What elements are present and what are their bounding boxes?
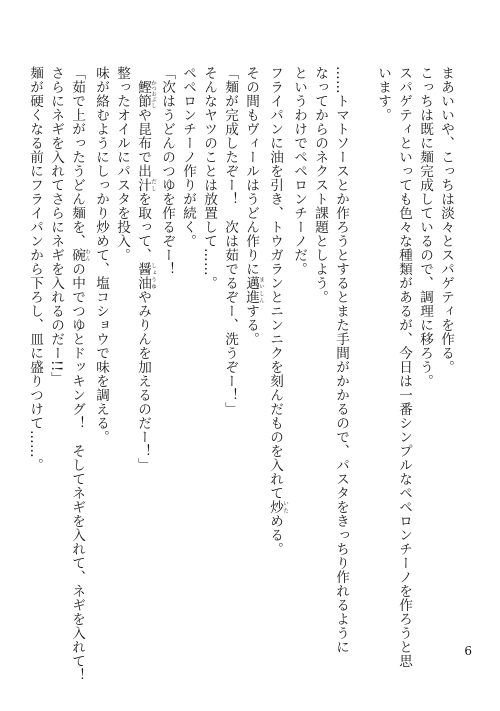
ruby-base: 鰹節: [135, 80, 151, 108]
ruby-reading: だし: [150, 178, 156, 192]
ruby-word: [243, 290, 264, 304]
ruby-reading: まい: [258, 276, 264, 290]
ruby-word: [135, 80, 156, 108]
text-segment: やみりんを加えるのだー！」: [135, 290, 151, 472]
text-line: います。: [375, 66, 391, 122]
text-segment: 「茹で上がったうどん麺を、: [69, 66, 85, 248]
text-line: そんなヤツのことは放置して……。: [201, 66, 217, 290]
ruby-base: 邁: [243, 276, 259, 290]
text-line: 整ったオイルにパスタを投入。: [114, 66, 130, 262]
text-segment: フライパンに油を引き、トウガランとニンニクを刻んだものを入れて: [267, 66, 283, 500]
text-segment: [135, 66, 151, 80]
text-line: 「麺が完成したぞー！ 次は茹でるぞー、洗うぞー！」: [222, 66, 238, 416]
text-line: [240, 66, 264, 656]
ruby-word: [135, 178, 156, 192]
text-line: 「次はうどんのつゆを作るぞー！: [159, 66, 175, 276]
text-line: 味が絡むようにしっかり炒めて、塩コショウで味を調える。: [93, 66, 109, 444]
text-segment: の中でつゆとドッキング！ そしてネギを入れて、ネギを入れて！: [69, 262, 85, 682]
text-segment: を取って、: [135, 192, 151, 262]
ruby-base: 進: [243, 290, 259, 304]
ruby-word: [243, 276, 264, 290]
text-line: ペペロンチーノ作りが続く。: [180, 66, 196, 248]
blank-line: [351, 66, 372, 656]
ruby-reading: しょうゆ: [150, 262, 156, 290]
text-line: スパゲティといっても色々な種類があるが、今日は一番シンプルなペペロンチーノを作ろうと思: [396, 66, 412, 668]
text-line: さらにネギを入れてさらにネギを入れるのだー!!」: [48, 66, 64, 386]
text-segment: める。: [267, 514, 283, 556]
ruby-reading: いた: [282, 500, 288, 514]
ruby-reading: わん: [84, 248, 90, 262]
ruby-word: [69, 248, 90, 262]
text-segment: する。: [243, 304, 259, 346]
text-line: [264, 66, 288, 656]
ruby-base: 炒: [267, 500, 283, 514]
ruby-reading: かつおぶし: [150, 80, 156, 108]
text-line: まあいいや、こっちは淡々とスパゲティを作る。: [438, 66, 454, 374]
ruby-word: [135, 262, 156, 290]
text-line: というわけでペペロンチーノだ。: [291, 66, 307, 276]
text-line: なってからのネクスト課題としよう。: [312, 66, 328, 304]
text-line: こっちは既に麺完成しているので、調理に移ろう。: [417, 66, 433, 388]
text-line: [66, 66, 90, 682]
text-line: 麺が硬くなる前にフライパンから下ろし、皿に盛りつけて……。: [27, 66, 43, 472]
page-number: 6: [464, 644, 472, 658]
ruby-reading: しん: [258, 290, 264, 304]
ruby-base: 汁: [135, 178, 151, 192]
ruby-base: 碗: [69, 248, 85, 262]
text-segment: や昆布で出: [135, 108, 151, 178]
text-line: [132, 66, 156, 656]
ruby-base: 醤油: [135, 262, 151, 290]
text-segment: その間もヴィールはうどん作りに: [243, 66, 259, 276]
text-line: ……トマトソースとか作ろうとするとまた手間がかかるので、パスタをきっちり作れるように: [333, 66, 349, 654]
vertical-text-body: [27, 66, 456, 682]
ruby-word: [267, 500, 288, 514]
